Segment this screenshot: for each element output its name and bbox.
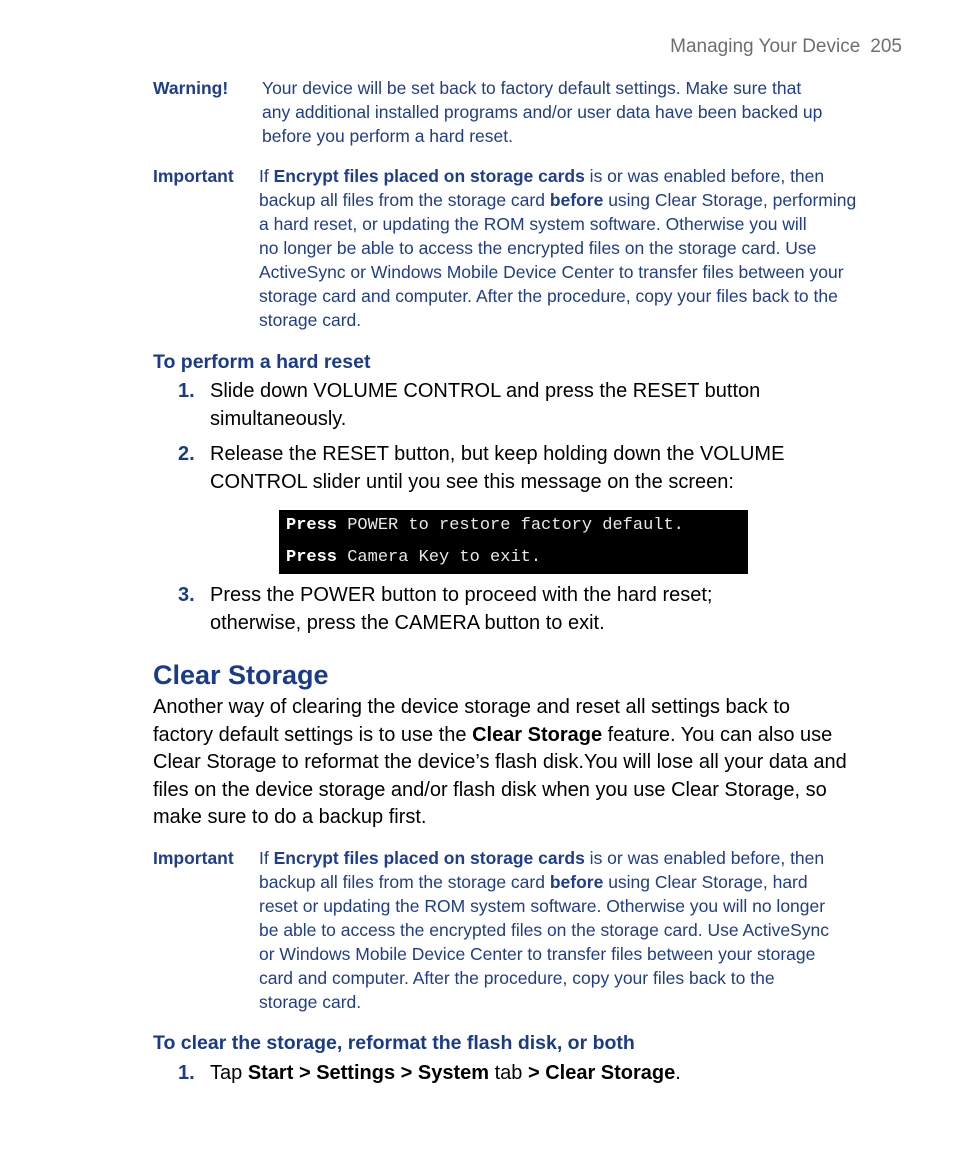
- page-number: 205: [870, 36, 902, 57]
- step-number: 1.: [178, 1062, 195, 1084]
- important-line: ActiveSync or Windows Mobile Device Center to transfer files between your: [259, 262, 844, 282]
- step-text: otherwise, press the CAMERA button to exit.: [210, 612, 605, 634]
- important-line: If Encrypt files placed on storage cards is or was enabled before, then: [259, 848, 825, 868]
- paragraph-line: factory default settings is to use the Clear Storage feature. You can also use: [153, 723, 833, 746]
- important-line: be able to access the encrypted files on the storage card. Use ActiveSync: [259, 920, 830, 940]
- hard-reset-step-2: [178, 440, 868, 496]
- important-note-1: [153, 164, 883, 334]
- running-header: [670, 36, 902, 58]
- device-screen-message: [279, 510, 748, 574]
- important-line: reset or updating the ROM system software. Otherwise you will no longer: [259, 896, 826, 916]
- paragraph-line: Another way of clearing the device storage and reset all settings back to: [153, 696, 791, 718]
- hard-reset-step-1: [178, 377, 868, 433]
- step-text: Tap Start > Settings > System tab > Clear Storage.: [210, 1062, 681, 1084]
- paragraph-line: make sure to do a backup first.: [153, 806, 427, 828]
- step-number: 3.: [178, 584, 195, 606]
- important-line: card and computer. After the procedure, copy your files back to the: [259, 968, 775, 988]
- important-label: Important: [153, 848, 234, 868]
- important-line: a hard reset, or updating the ROM system software. Otherwise you will: [259, 214, 807, 234]
- step-number: 1.: [178, 380, 195, 402]
- clear-storage-paragraph: [153, 694, 878, 832]
- important-line: no longer be able to access the encrypted files on the storage card. Use: [259, 238, 817, 258]
- screen-message-line: Press POWER to restore factory default.: [286, 516, 684, 535]
- warning-line: before you perform a hard reset.: [262, 126, 513, 146]
- important-line: storage card and computer. After the procedure, copy your files back to the: [259, 286, 838, 306]
- hard-reset-step-3: [178, 581, 868, 637]
- important-line: storage card.: [259, 992, 362, 1012]
- paragraph-line: files on the device storage and/or flash disk when you use Clear Storage, so: [153, 778, 827, 801]
- warning-line: Your device will be set back to factory default settings. Make sure that: [262, 78, 802, 98]
- step-text: Press the POWER button to proceed with the hard reset;: [210, 584, 713, 606]
- step-text: Slide down VOLUME CONTROL and press the RESET button: [210, 380, 761, 402]
- header-title: Managing Your Device: [670, 36, 861, 57]
- step-text: simultaneously.: [210, 408, 347, 430]
- important-text: [259, 846, 889, 1014]
- warning-line: any additional installed programs and/or user data have been backed up: [262, 102, 823, 122]
- step-text: Release the RESET button, but keep holding down the VOLUME: [210, 443, 785, 465]
- screen-message-line: Press Camera Key to exit.: [286, 548, 542, 567]
- warning-label: Warning!: [153, 78, 229, 98]
- important-line: storage card.: [259, 310, 362, 330]
- hard-reset-heading: To perform a hard reset: [153, 351, 371, 373]
- important-line: backup all files from the storage card before using Clear Storage, performing: [259, 190, 857, 210]
- step-text: CONTROL slider until you see this message on the screen:: [210, 471, 734, 493]
- clear-storage-heading: To clear the storage, reformat the flash disk, or both: [153, 1032, 635, 1054]
- warning-text: [262, 76, 822, 148]
- important-line: or Windows Mobile Device Center to transfer files between your storage: [259, 944, 816, 964]
- clear-storage-step-1: [178, 1059, 868, 1087]
- warning-note: [153, 76, 883, 150]
- important-line: backup all files from the storage card before using Clear Storage, hard: [259, 872, 808, 892]
- important-label: Important: [153, 166, 234, 186]
- section-title: Clear Storage: [153, 660, 329, 690]
- paragraph-line: Clear Storage to reformat the device’s flash disk.You will lose all your data and: [153, 751, 847, 773]
- important-line: If Encrypt files placed on storage cards is or was enabled before, then: [259, 166, 825, 186]
- important-note-2: [153, 846, 883, 1016]
- important-text: [259, 164, 889, 332]
- step-number: 2.: [178, 443, 195, 465]
